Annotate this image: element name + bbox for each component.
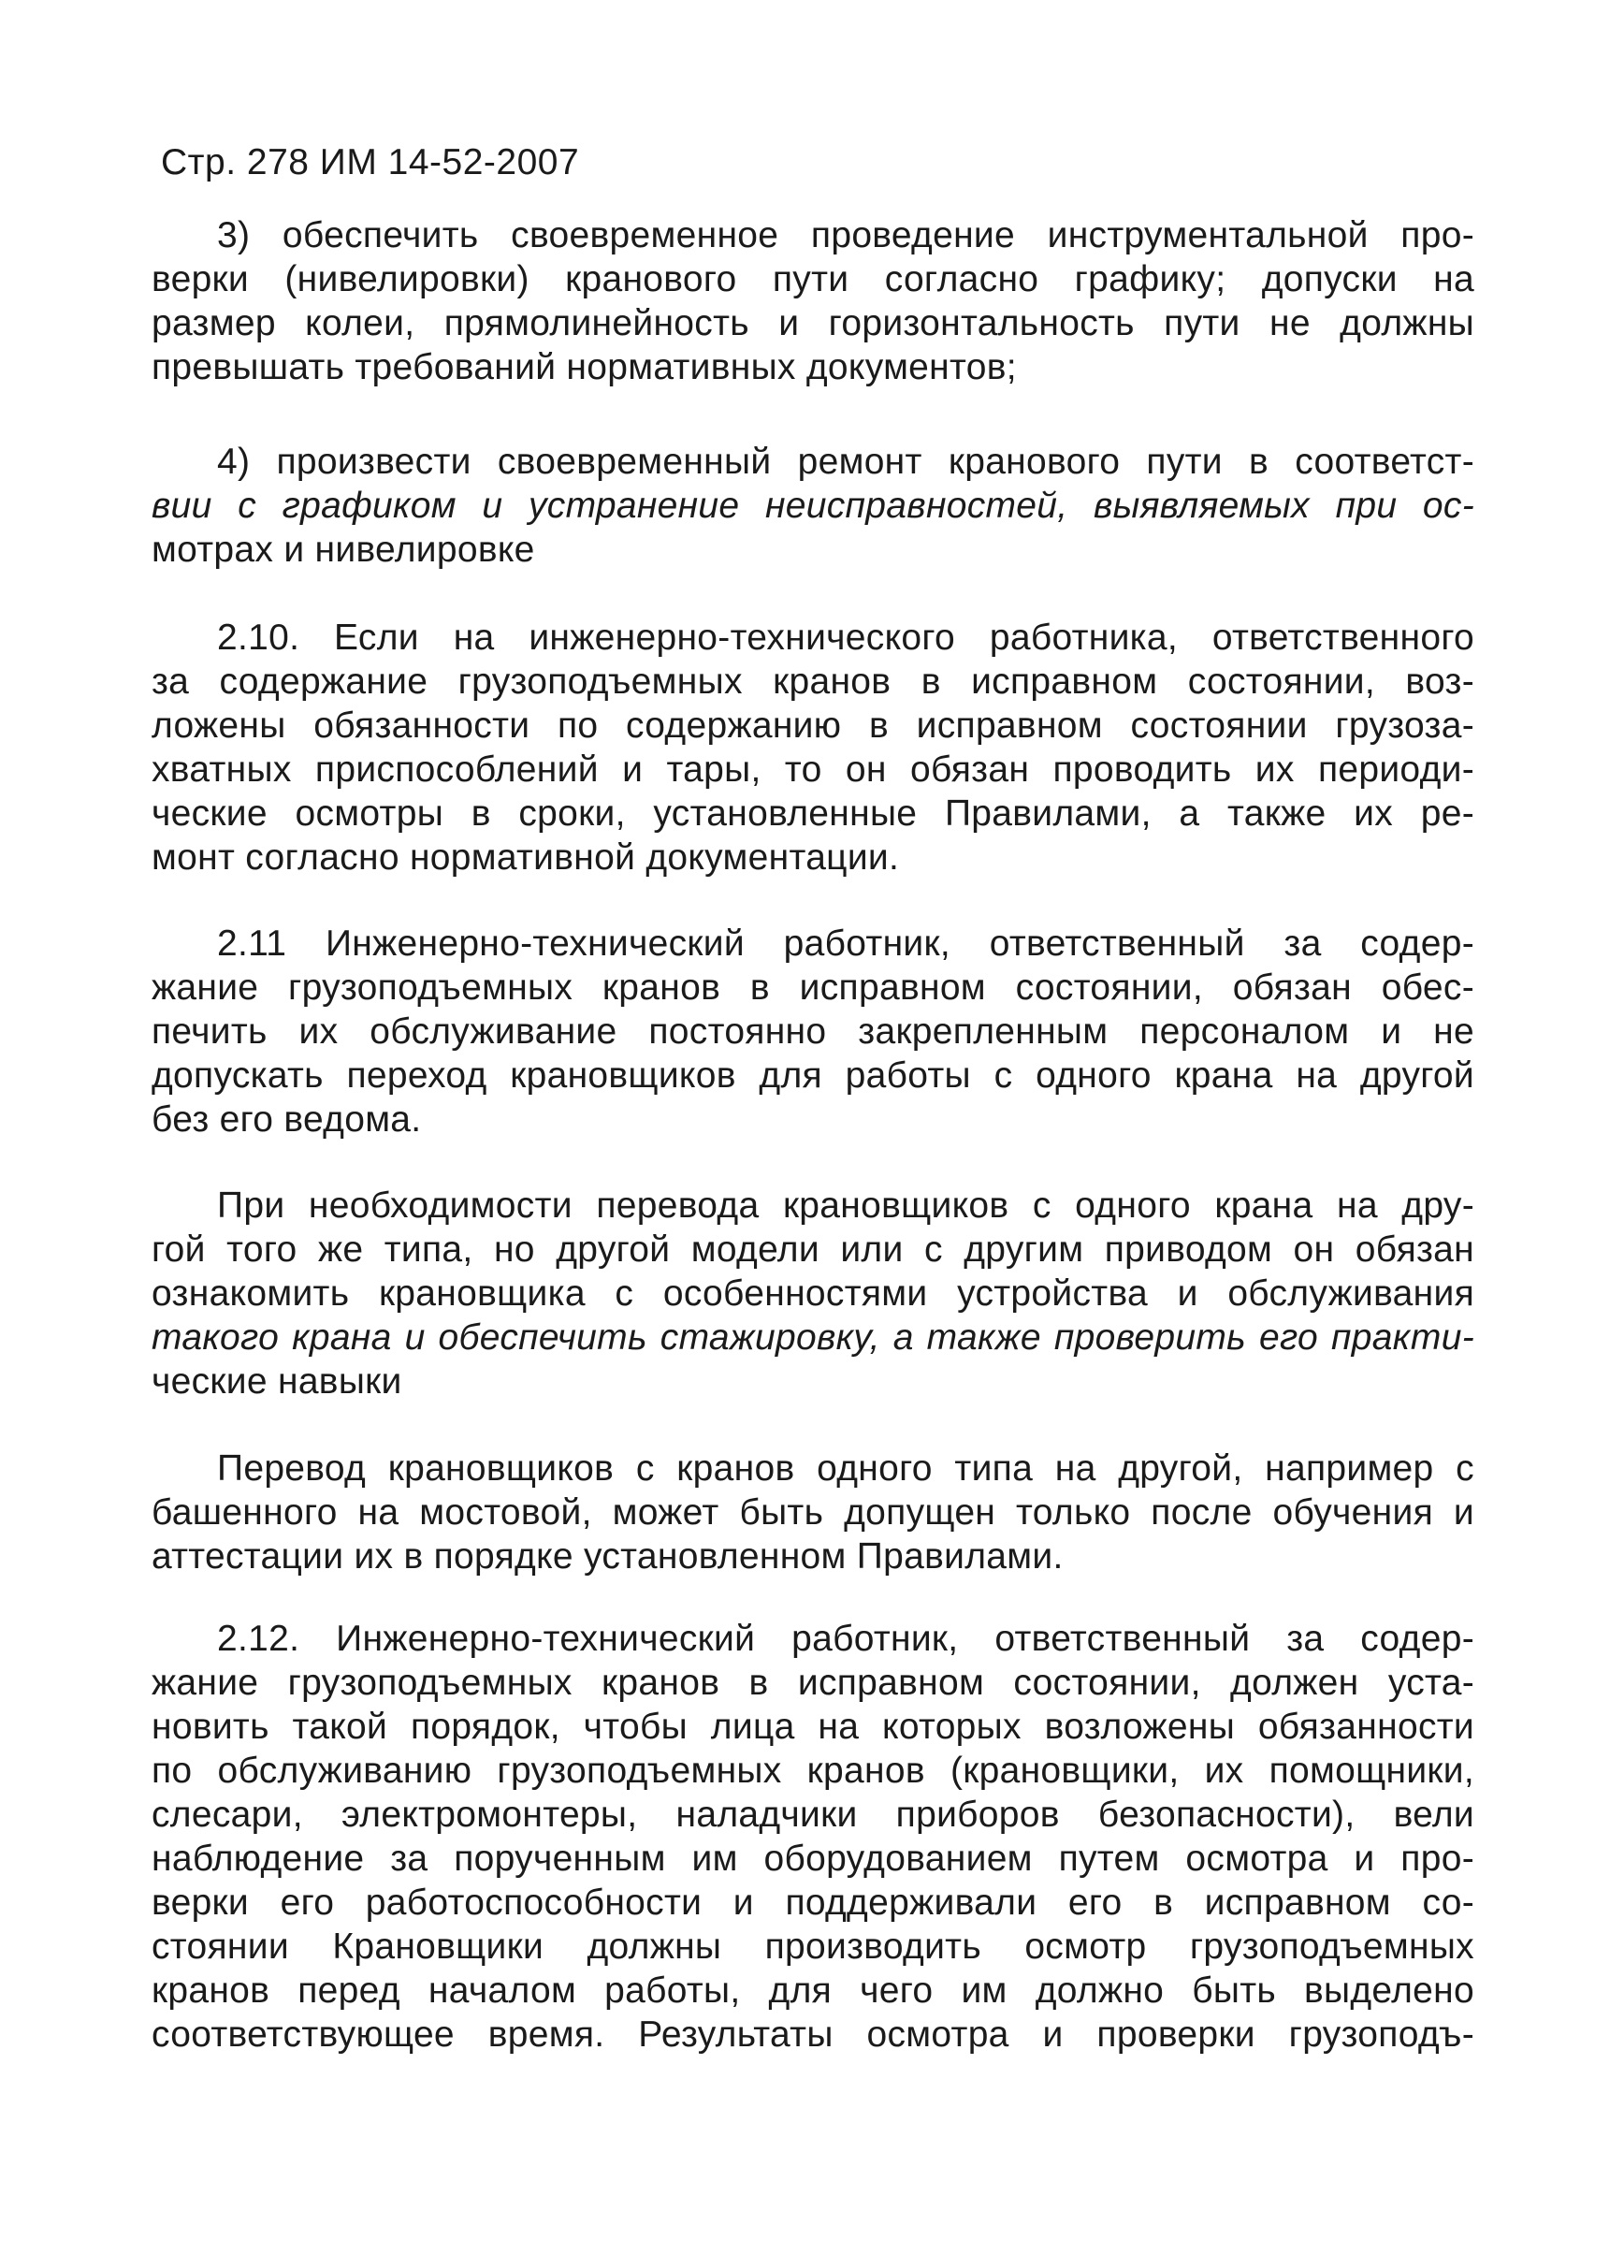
text-line: жание грузоподъемных кранов в исправном состоянии, обязан обес- [152, 967, 1474, 1008]
text-line: без его ведома. [152, 1099, 422, 1140]
text-line: 2.11 Инженерно-технический работник, ответственный за содер- [217, 923, 1474, 964]
paragraph-type-transfer [152, 1447, 1474, 1578]
text-line: размер колеи, прямолинейность и горизонтальность пути не должны [152, 303, 1474, 343]
text-line: При необходимости перевода крановщиков с одного крана на дру- [217, 1185, 1474, 1226]
page-header: Стр. 278 ИМ 14-52-2007 [161, 142, 580, 182]
paragraph-item-3 [152, 213, 1474, 389]
paragraph-item-4 [152, 440, 1474, 572]
text-line: гой того же типа, но другой модели или с другим приводом он обязан [152, 1229, 1474, 1270]
text-line: верки (нивелировки) кранового пути согласно графику; допуски на [152, 259, 1474, 299]
text-line: соответствующее время. Результаты осмотра и проверки грузоподъ- [152, 2014, 1474, 2055]
paragraph-section-2-10 [152, 616, 1474, 880]
text-line: Перевод крановщиков с кранов одного типа на другой, например с [217, 1448, 1474, 1489]
text-line: слесари, электромонтеры, наладчики приборов безопасности), вели [152, 1795, 1474, 1835]
text-line: печить их обслуживание постоянно закрепленным персоналом и не [152, 1011, 1474, 1052]
paragraph-section-2-11 [152, 922, 1474, 1141]
text-line: мотрах и нивелировке [152, 530, 535, 570]
text-line: кранов перед началом работы, для чего им должно быть выделено [152, 1970, 1474, 2011]
text-line: 3) обеспечить своевременное проведение инструментальной про- [217, 215, 1474, 255]
text-line: жание грузоподъемных кранов в исправном состоянии, должен уста- [152, 1663, 1474, 1703]
text-line: башенного на мостовой, может быть допущен только после обучения и [152, 1492, 1474, 1533]
text-line: новить такой порядок, чтобы лица на которых возложены обязанности [152, 1707, 1474, 1747]
text-line: вии с графиком и устранение неисправностей, выявляемых при ос- [152, 486, 1474, 526]
paragraph-crane-transfer [152, 1184, 1474, 1403]
text-line: монт согласно нормативной документации. [152, 837, 900, 878]
text-line: 4) произвести своевременный ремонт кранового пути в соответст- [217, 442, 1474, 482]
text-line: верки его работоспособности и поддерживали его в исправном со- [152, 1883, 1474, 1923]
text-line: ческие осмотры в сроки, установленные Правилами, а также их ре- [152, 793, 1474, 834]
text-line: по обслуживанию грузоподъемных кранов (крановщики, их помощники, [152, 1751, 1474, 1791]
text-line: аттестации их в порядке установленном Правилами. [152, 1536, 1064, 1577]
text-line: ложены обязанности по содержанию в исправном состоянии грузоза- [152, 705, 1474, 746]
text-line: допускать переход крановщиков для работы с одного крана на другой [152, 1055, 1474, 1096]
paragraph-section-2-12 [152, 1617, 1474, 2057]
text-line: ческие навыки [152, 1361, 402, 1402]
text-line: 2.10. Если на инженерно-технического работника, ответственного [217, 618, 1474, 658]
text-line: за содержание грузоподъемных кранов в исправном состоянии, воз- [152, 662, 1474, 702]
text-line: 2.12. Инженерно-технический работник, ответственный за содер- [217, 1619, 1474, 1659]
text-line: превышать требований нормативных документов; [152, 347, 1017, 387]
text-line: наблюдение за порученным им оборудованием путем осмотра и про- [152, 1839, 1474, 1879]
text-line: хватных приспособлений и тары, то он обязан проводить их периоди- [152, 749, 1474, 790]
text-line: ознакомить крановщика с особенностями устройства и обслуживания [152, 1273, 1474, 1314]
text-line: стоянии Крановщики должны производить осмотр грузоподъемных [152, 1926, 1474, 1967]
text-line: такого крана и обеспечить стажировку, а также проверить его практи- [152, 1317, 1474, 1358]
